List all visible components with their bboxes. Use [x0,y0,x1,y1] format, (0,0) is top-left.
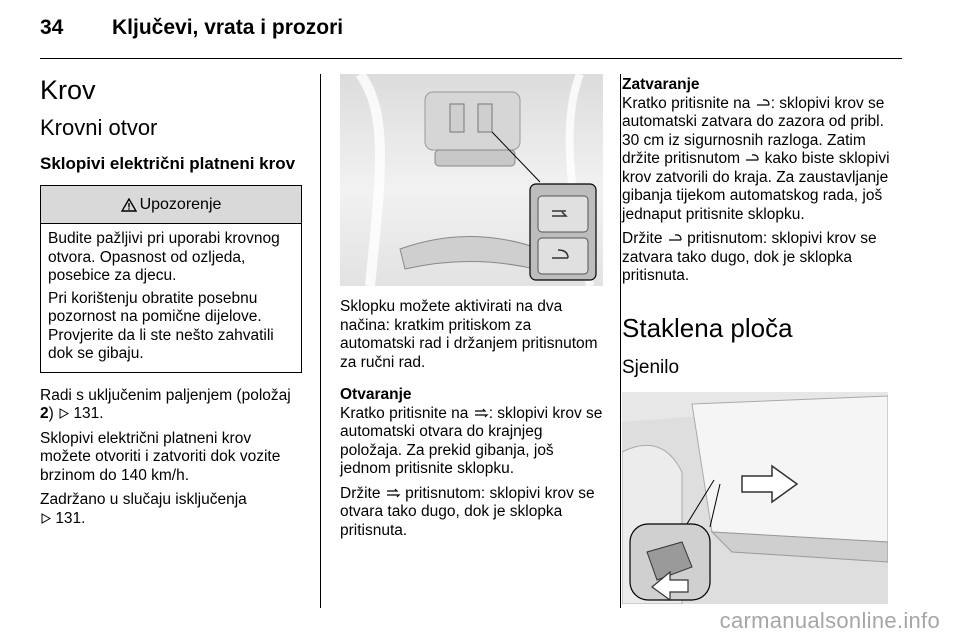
text-span: : sklopivi krov se automatski otvara do krajnjeg položaja. Za prekid gibanja, još jednom pritisnite sklopku. [340,404,603,477]
watermark: carmanualsonline.info [719,608,940,633]
text-span: Kratko pritisnite na [340,404,473,422]
text-span: : sklopivi krov se automatski zatvara do zazora od pribl. 30 cm iz sigurnosnih razloga. Zatim držite pritisnutom [622,94,885,167]
warning-triangle-icon [121,198,137,212]
text-span: pritisnutom: sklopivi krov se otvara tako dugo, dok je sklopka pritisnuta. [340,484,595,539]
subsection-heading: Sjenilo [622,356,680,378]
ignition-paragraph [40,387,302,424]
roof-open-icon [385,487,401,499]
text-span: Držite [622,230,667,247]
speed-paragraph: Sklopivi električni platneni krov možete otvoriti i zatvoriti dok vozite brzinom do 140 km/h. [40,429,281,484]
delay-paragraph [40,491,302,528]
warning-body [41,224,301,372]
section-heading: Staklena ploča [622,312,793,343]
column-right [622,74,902,604]
column-middle [340,74,603,540]
roof-open-icon [473,407,489,419]
page-reference[interactable]: 131. [73,405,104,422]
page-header [0,0,960,60]
text-span: ) [48,405,59,422]
text-span: pritisnutom: sklopivi krov se zatvara tako dugo, dok je sklopka pritisnuta. [622,230,877,284]
closing-paragraph [622,95,902,225]
header-rule [40,58,902,59]
text-span: Držite [340,484,385,502]
closing-hold-paragraph [622,230,902,286]
text-bold: 2 [40,405,49,422]
warning-text: Budite pažljivi pri uporabi krovnog otvora. Opasnost od ozljeda, posebice za djecu. [48,230,280,284]
text-span: kako biste sklopivi krov zatvorili do kraja. Za zaustavljanje gibanja tijekom automatskog rada, još jednaput pritisnite sklopku. [622,150,890,223]
roof-close-icon [744,152,760,164]
roof-switch-illustration [340,74,603,286]
section-heading: Krovni otvor [40,115,158,140]
opening-paragraph [340,405,603,479]
column-left [40,74,302,528]
section-title: Krov [40,75,96,105]
warning-title: Upozorenje [139,195,222,213]
subsection-heading: Sklopivi električni platneni krov [40,154,296,173]
warning-text: Pri korištenju obratite posebnu pozornost na pomične dijelove. Provjerite da li ste nešto zahvatili dok se gibaju. [48,289,274,362]
opening-hold-paragraph [340,485,603,541]
page-reference-icon [58,408,69,419]
text-span: Kratko pritisnite na [622,94,755,112]
column-divider [320,74,321,608]
page-reference[interactable]: 131. [55,509,86,527]
opening-heading: Otvaranje [340,386,412,403]
sunshade-illustration [622,392,888,604]
closing-heading: Zatvaranje [622,76,700,93]
warning-header [41,186,301,224]
text-span: Radi s uključenim paljenjem (položaj [40,386,291,404]
chapter-title: Ključevi, vrata i prozori [112,16,344,39]
page-reference-icon [40,513,51,524]
text-span: Zadržano u slučaju isključenja [40,491,247,508]
column-divider [620,74,621,608]
roof-close-icon [667,232,683,244]
warning-box [40,185,302,373]
page-number: 34 [40,16,64,39]
intro-paragraph: Sklopku možete aktivirati na dva načina: kratkim pritiskom za automatski rad i držanjem pritisnutom za ručni rad. [340,298,598,371]
roof-close-icon [755,97,771,109]
